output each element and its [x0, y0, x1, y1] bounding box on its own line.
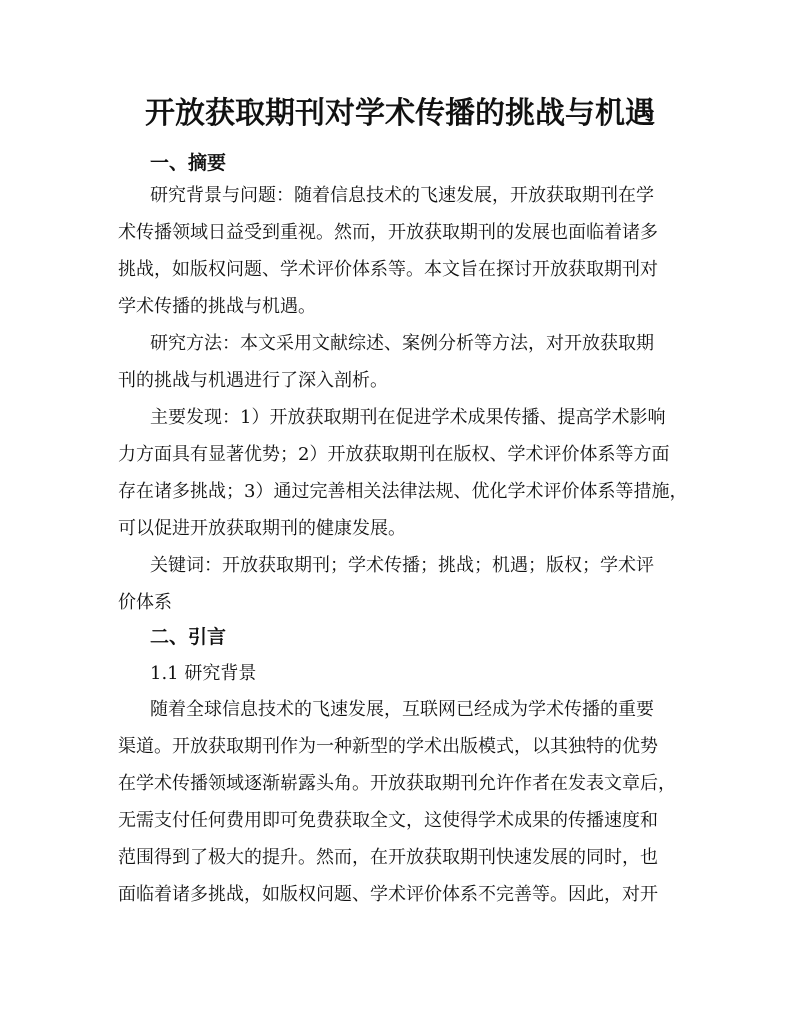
text-line: 面临着诸多挑战，如版权问题、学术评价体系不完善等。因此，对开 — [118, 884, 658, 905]
text-line: 术传播领域日益受到重视。然而，开放获取期刊的发展也面临着诸多 — [118, 222, 658, 243]
text-line: 无需支付任何费用即可免费获取全文，这使得学术成果的传播速度和 — [118, 810, 658, 831]
text-line: 学术传播的挑战与机遇。 — [118, 296, 316, 317]
section-heading-introduction: 二、引言 — [150, 626, 227, 648]
text-line: 随着全球信息技术的飞速发展，互联网已经成为学术传播的重要 — [150, 699, 654, 720]
text-line: 可以促进开放获取期刊的健康发展。 — [118, 518, 406, 539]
subsection-heading: 1.1 研究背景 — [150, 663, 257, 684]
text-line: 研究方法：本文采用文献综述、案例分析等方法，对开放获取期 — [150, 333, 654, 354]
text-line: 存在诸多挑战；3）通过完善相关法律法规、优化学术评价体系等措施， — [118, 481, 688, 502]
text-line: 挑战，如版权问题、学术评价体系等。本文旨在探讨开放获取期刊对 — [118, 259, 658, 280]
text-line: 研究背景与问题：随着信息技术的飞速发展，开放获取期刊在学 — [150, 185, 654, 206]
text-line: 价体系 — [118, 592, 172, 613]
text-line: 在学术传播领域逐渐崭露头角。开放获取期刊允许作者在发表文章后， — [118, 773, 676, 794]
text-line: 渠道。开放获取期刊作为一种新型的学术出版模式，以其独特的优势 — [118, 736, 658, 757]
section-heading-abstract: 一、摘要 — [150, 152, 227, 174]
text-line: 关键词：开放获取期刊；学术传播；挑战；机遇；版权；学术评 — [150, 555, 654, 576]
document-title: 开放获取期刊对学术传播的挑战与机遇 — [145, 96, 655, 131]
text-line: 主要发现：1）开放获取期刊在促进学术成果传播、提高学术影响 — [150, 407, 666, 428]
text-line: 刊的挑战与机遇进行了深入剖析。 — [118, 370, 388, 391]
text-line: 力方面具有显著优势；2）开放获取期刊在版权、学术评价体系等方面 — [118, 444, 670, 465]
text-line: 范围得到了极大的提升。然而，在开放获取期刊快速发展的同时，也 — [118, 847, 658, 868]
